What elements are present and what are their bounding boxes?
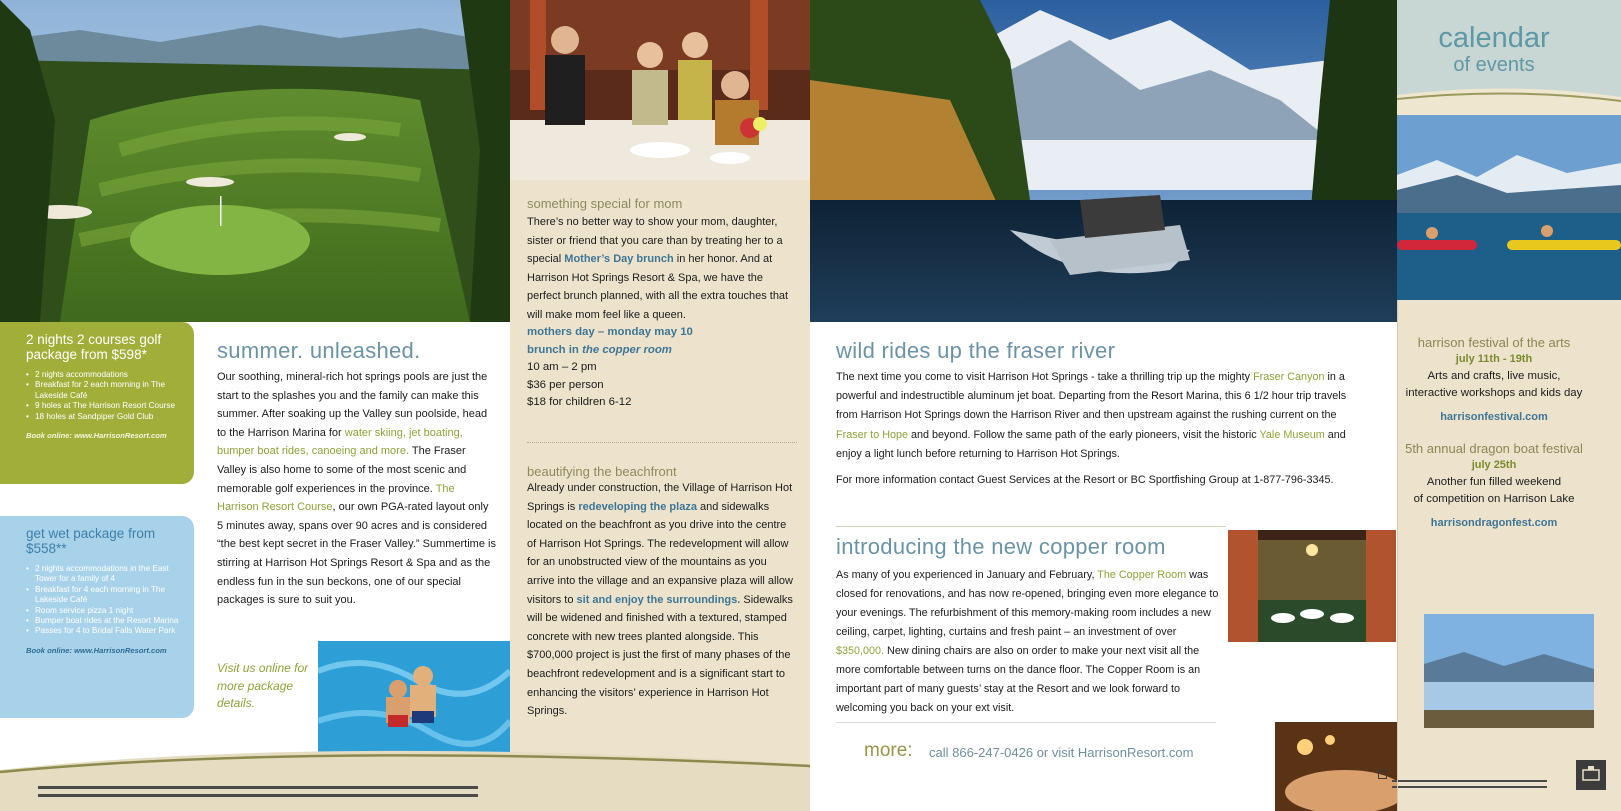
calendar-title-line2: of events bbox=[1453, 54, 1535, 76]
event-date: july 25th bbox=[1471, 459, 1517, 471]
copper-room-heading: introducing the new copper room bbox=[836, 534, 1166, 559]
beachfront-body bbox=[527, 479, 797, 721]
mom-event-price-adult: $36 per person bbox=[527, 378, 604, 391]
home-icon bbox=[1378, 770, 1387, 779]
fraser-text-1: The next time you come to visit Harrison Hot Springs - take a thrilling trip up the mighty bbox=[836, 371, 1254, 383]
beach-text-3: Sidewalks will be widened and finished with a textured, stamped concrete with new trees planted alongside. This $700,000 project is just the first of many phases of the beachfront redevelopment and is a significant start to enhancing the visitors’ experience in Harrison Hot Springs. bbox=[527, 593, 793, 718]
rule-line bbox=[1392, 786, 1547, 788]
mom-event-time: 10 am – 2 pm bbox=[527, 361, 597, 373]
mom-event-line2-a: brunch in bbox=[527, 343, 583, 356]
copper-text-1: As many of you experienced in January and February, bbox=[836, 569, 1098, 581]
list-item: • Breakfast for 2 each morning in The Lakeside Café bbox=[26, 380, 182, 401]
copper-room-name: the copper room bbox=[582, 343, 672, 356]
copper-text-2: was closed for renovations, and has now re-opened, bringing even more elegance to your evenings. The refurbishment of this memory-making room includes a new ceiling, carpet, lighting, curtains and fresh paint – an investment of over bbox=[836, 569, 1219, 638]
lake-photo bbox=[1424, 614, 1594, 728]
panel-divider bbox=[1397, 300, 1398, 811]
golf-package-book-link[interactable]: Book online: www.HarrisonResort.com bbox=[26, 431, 167, 441]
list-item: • Breakfast for 4 each morning in The Lakeside Café bbox=[26, 585, 182, 606]
summer-text-2: The Fraser Valley is also home to some of the most scenic and memorable golf experiences in the province. bbox=[217, 445, 467, 495]
wet-package-title: get wet package from $558** bbox=[26, 526, 156, 556]
summer-heading: summer. unleashed. bbox=[217, 338, 421, 363]
bottom-swoosh bbox=[0, 740, 810, 811]
mom-body bbox=[527, 213, 797, 325]
resort-course-link[interactable]: The Harrison Resort Course bbox=[217, 482, 455, 514]
summer-text-3: , our own PGA-rated layout only 5 minutes away, spans over 90 acres and is considered “the best kept secret in the Fraser Valley.” Summertime is stirring at Harrison Hot Springs Resort & Spa and as the endless fun in the sun beckons, one of our special packages is sure to suit you. bbox=[217, 501, 496, 607]
list-item: • 2 nights accommodations bbox=[26, 370, 182, 380]
list-item: • Passes for 4 to Bridal Falls Water Park bbox=[26, 626, 182, 636]
mom-heading: something special for mom bbox=[527, 196, 683, 211]
rule-line bbox=[38, 794, 478, 797]
fraser-body bbox=[836, 368, 1361, 464]
calendar-header-swoosh bbox=[1397, 85, 1621, 115]
rule-line bbox=[38, 786, 478, 789]
event-desc-1: Arts and crafts, live music, bbox=[1427, 370, 1561, 382]
event-desc-2: of competition on Harrison Lake bbox=[1413, 493, 1575, 505]
fraser-canyon-link[interactable]: Fraser Canyon bbox=[1253, 371, 1325, 383]
summer-body bbox=[217, 368, 497, 610]
mom-event-line1: mothers day – monday may 10 bbox=[527, 326, 693, 338]
mothers-day-brunch-link[interactable]: Mother’s Day brunch bbox=[564, 253, 674, 266]
list-item: • 18 holes at Sandpiper Gold Club bbox=[26, 412, 182, 422]
more-top-line bbox=[836, 722, 1216, 723]
mom-section-divider bbox=[527, 442, 797, 443]
calendar-title-line1: calendar bbox=[1438, 22, 1550, 54]
list-item: • 2 nights accommodations in the East Tower for a family of 4 bbox=[26, 564, 182, 585]
golf-package-list bbox=[26, 370, 182, 422]
event-url-link[interactable]: harrisondragonfest.com bbox=[1430, 517, 1558, 529]
copper-room-body bbox=[836, 566, 1226, 718]
event-date: july 11th - 19th bbox=[1455, 353, 1533, 365]
beach-text-1: Already under construction, the Village of Harrison Hot Springs is bbox=[527, 482, 793, 513]
golf-course-photo bbox=[0, 0, 510, 322]
event-arts-festival bbox=[1397, 334, 1591, 426]
mom-text-2: in her honor. And at Harrison Hot Springs Resort & Spa, we have the perfect brunch planned, with all the extra touches that will make mom feel like a queen. bbox=[527, 253, 789, 321]
rule-line bbox=[1392, 780, 1547, 782]
brand-logo-icon bbox=[1576, 760, 1606, 790]
kayak-photo bbox=[1397, 115, 1621, 300]
event-desc-1: Another fun filled weekend bbox=[1426, 476, 1562, 488]
fraser-contact: For more information contact Guest Services at the Resort or BC Sportfishing Group at 1-877-796-3345. bbox=[836, 474, 1334, 486]
copper-room-link[interactable]: The Copper Room bbox=[1097, 569, 1187, 581]
fraser-text-2: in a powerful and indestructible aluminum jet boat. Departing from the Resort Marina, this 6 1/2 hour trip travels from Harrison Hot Springs down the Harrison River and then upstream against the rushing current on the bbox=[836, 371, 1347, 422]
mom-text-1: There’s no better way to show your mom, daughter, sister or friend that you care than by treating her to a special bbox=[527, 216, 783, 266]
golf-package-title: 2 nights 2 courses golf package from $598* bbox=[26, 332, 162, 362]
yale-museum-link[interactable]: Yale Museum bbox=[1259, 428, 1325, 441]
beachfront-heading: beautifying the beachfront bbox=[527, 464, 677, 479]
wet-package-box bbox=[0, 516, 194, 718]
list-item: • Bumper boat rides at the Resort Marina bbox=[26, 616, 182, 626]
fraser-text-4: and enjoy a light lunch before returning to Harrison Hot Springs. bbox=[836, 428, 1346, 460]
list-item: • 9 holes at The Harrison Resort Course bbox=[26, 401, 182, 411]
event-url-link[interactable]: harrisonfestival.com bbox=[1440, 411, 1548, 423]
mothers-day-brunch-photo bbox=[510, 0, 810, 180]
fraser-to-hope-link[interactable]: Fraser to Hope bbox=[836, 428, 909, 441]
visit-text: Visit us online for more package details. bbox=[217, 661, 309, 710]
jet-boat-photo bbox=[810, 0, 1397, 322]
mom-event-block bbox=[527, 324, 797, 412]
calendar-title bbox=[1397, 22, 1591, 76]
fraser-section-divider bbox=[836, 526, 1226, 527]
event-name: 5th annual dragon boat festival bbox=[1405, 441, 1583, 456]
copper-room-photo bbox=[1228, 530, 1396, 642]
plaza-link[interactable]: redeveloping the plaza bbox=[578, 500, 697, 513]
wet-package-book-link[interactable]: Book online: www.HarrisonResort.com bbox=[26, 645, 167, 655]
fraser-text-3: and beyond. Follow the same path of the early pioneers, visit the historic bbox=[908, 428, 1260, 441]
water-sports-link[interactable]: water skiing, jet boating, bumper boat rides, canoeing and more. bbox=[217, 426, 463, 458]
list-item: • Room service pizza 1 night bbox=[26, 606, 182, 616]
beach-text-2: and sidewalks located on the beachfront as you drive into the centre of Harrison Hot Springs. The redevelopment will allow for an unobstructed view of the mountains as you arrive into the village and an expansive plaza will allow visitors to bbox=[527, 500, 793, 606]
fraser-heading: wild rides up the fraser river bbox=[836, 338, 1116, 363]
investment-amount: $350,000. bbox=[836, 645, 885, 657]
mom-event-price-child: $18 for children 6-12 bbox=[527, 396, 632, 408]
more-label: more: bbox=[864, 740, 913, 761]
more-contact-link[interactable]: call 866-247-0426 or visit HarrisonResort.com bbox=[929, 745, 1194, 760]
event-name: harrison festival of the arts bbox=[1417, 335, 1571, 350]
copper-text-3: New dining chairs are also on order to make your next visit all the more comfortable between turns on the dance floor. The Copper Room is an important part of many guests’ stay at the Resort and we look forward to welcoming you back on your ext visit. bbox=[836, 645, 1201, 714]
golf-package-box bbox=[0, 322, 194, 484]
mom-event-line2 bbox=[527, 342, 797, 360]
event-desc-2: interactive workshops and kids day bbox=[1405, 387, 1583, 399]
spa-photo bbox=[1275, 722, 1397, 811]
wet-package-list bbox=[26, 564, 182, 637]
visit-online-link[interactable] bbox=[217, 660, 313, 713]
summer-text-1: Our soothing, mineral-rich hot springs pools are just the start to the splashes you and the family can make this summer. After soaking up the Valley sun poolside, head to the Harrison Marina for bbox=[217, 371, 488, 439]
event-dragon-boat bbox=[1397, 440, 1591, 532]
surroundings-link[interactable]: sit and enjoy the surroundings. bbox=[576, 593, 741, 606]
